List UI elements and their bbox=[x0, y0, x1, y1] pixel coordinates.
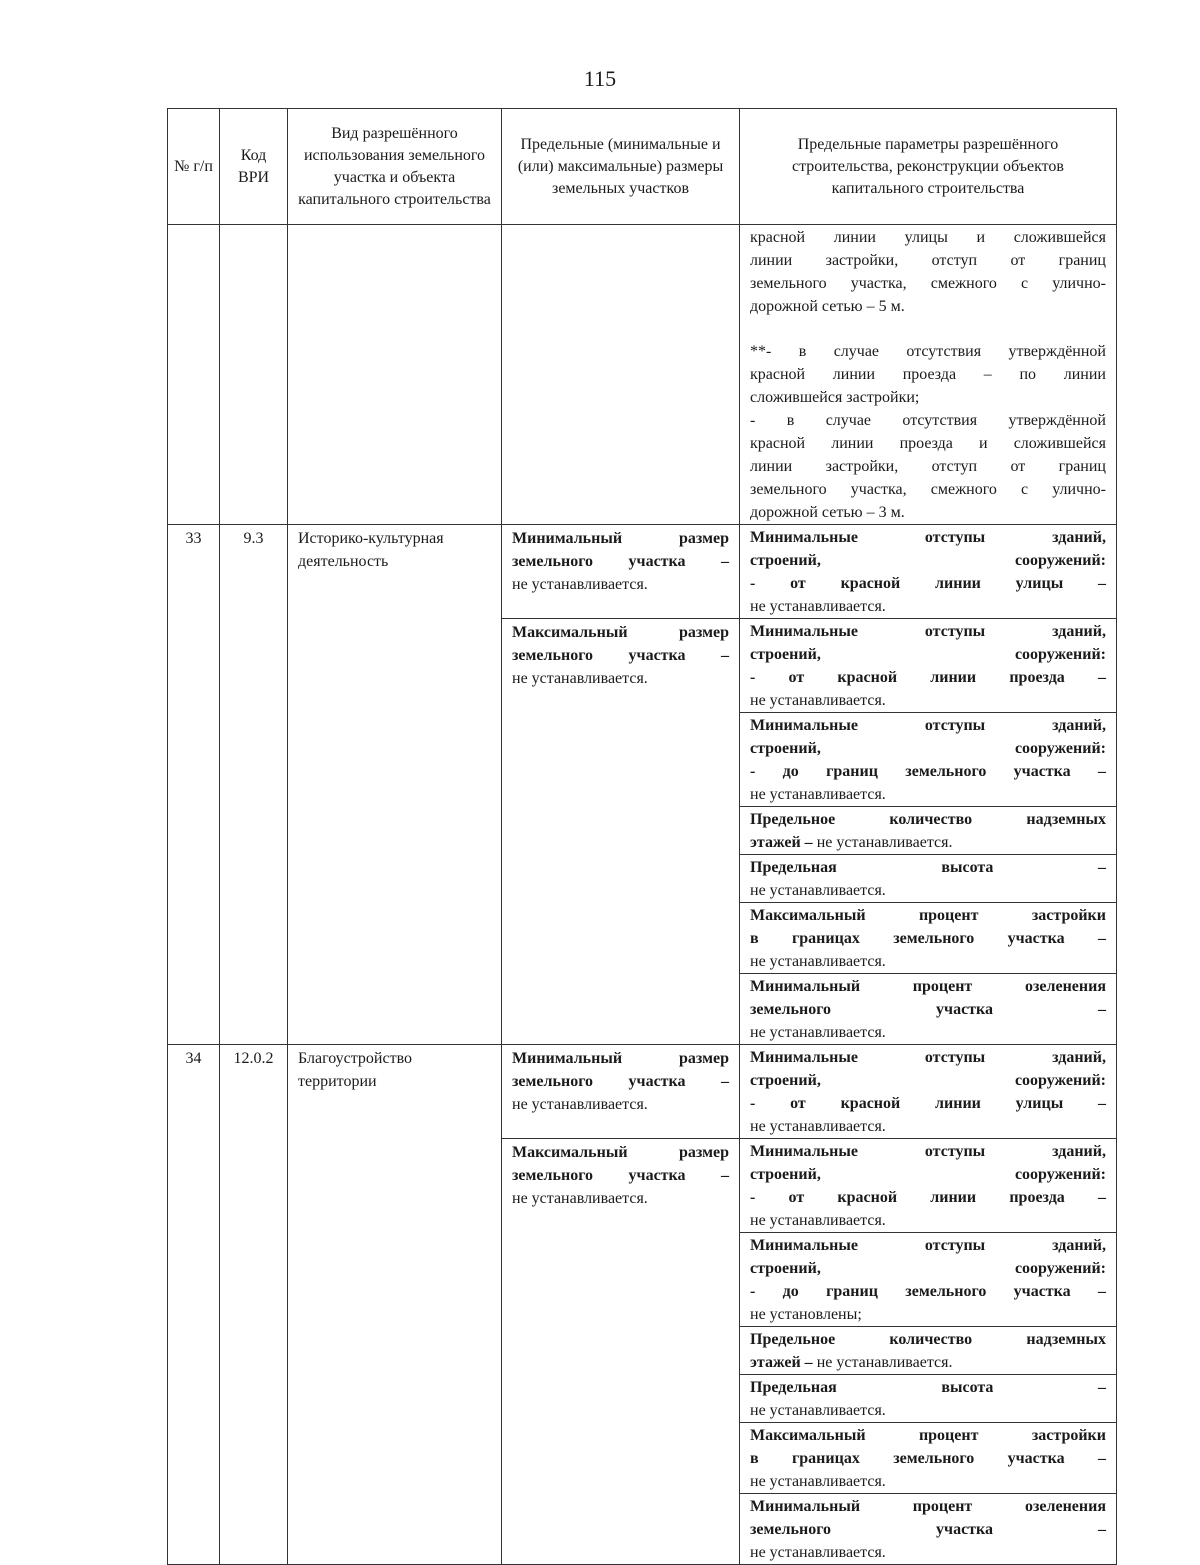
param-line: земельного участка – bbox=[750, 1521, 1106, 1538]
header-kind: Вид разрешённого использования земельного участка и объекта капитального строительства bbox=[288, 109, 502, 225]
max-size-cell bbox=[502, 619, 740, 1045]
param-line: строений, сооружений: bbox=[750, 1166, 1106, 1183]
param-line: - от красной линии проезда – bbox=[750, 1189, 1106, 1206]
text-line: красной линии проезда – по линии bbox=[750, 366, 1106, 383]
param-cell bbox=[740, 1233, 1117, 1327]
param-line: в границах земельного участка – bbox=[750, 930, 1106, 947]
param-cell bbox=[740, 713, 1117, 807]
size-label: Максимальный размер bbox=[512, 624, 729, 641]
param-line: не устанавливается. bbox=[750, 598, 886, 615]
min-size-cell bbox=[502, 1045, 740, 1139]
param-line: не установлены; bbox=[750, 1306, 862, 1323]
continuation-text bbox=[740, 225, 1117, 525]
page-number: 115 bbox=[583, 66, 617, 91]
param-cell bbox=[740, 1494, 1117, 1565]
text-line: - в случае отсутствия утверждённой bbox=[750, 412, 1106, 429]
header-params: Предельные параметры разрешённого строительства, реконструкции объектов капитального строительства bbox=[740, 109, 1117, 225]
param-line: земельного участка – bbox=[750, 1001, 1106, 1018]
table-row bbox=[168, 1045, 1117, 1139]
size-label: земельного участка – bbox=[512, 1073, 729, 1090]
row-code: 12.0.2 bbox=[220, 1045, 288, 1565]
text-line: земельного участка, смежного с улично- bbox=[750, 275, 1106, 292]
header-size: Предельные (минимальные и (или) максимальные) размеры земельных участков bbox=[502, 109, 740, 225]
size-value: не устанавливается. bbox=[512, 576, 648, 593]
param-line: в границах земельного участка – bbox=[750, 1450, 1106, 1467]
cont-kind-cell bbox=[288, 225, 502, 525]
param-cell bbox=[740, 903, 1117, 974]
param-line: строений, сооружений: bbox=[750, 1072, 1106, 1089]
param-cell bbox=[740, 1045, 1117, 1139]
param-line: - от красной линии улицы – bbox=[750, 1095, 1106, 1112]
param-line: не устанавливается. bbox=[750, 882, 886, 899]
param-line: не устанавливается. bbox=[750, 953, 886, 970]
size-label: Минимальный размер bbox=[512, 1050, 729, 1067]
header-no: № г/п bbox=[168, 109, 220, 225]
param-line: Максимальный процент застройки bbox=[750, 907, 1106, 924]
param-cell bbox=[740, 1139, 1117, 1233]
size-label: земельного участка – bbox=[512, 553, 729, 570]
param-line: - до границ земельного участка – bbox=[750, 763, 1106, 780]
text-line: линии застройки, отступ от границ bbox=[750, 458, 1106, 475]
size-label: земельного участка – bbox=[512, 647, 729, 664]
row-number: 33 bbox=[168, 525, 220, 1045]
param-line: Минимальные отступы зданий, bbox=[750, 1237, 1106, 1254]
cont-code-cell bbox=[220, 225, 288, 525]
param-line: не устанавливается. bbox=[750, 786, 886, 803]
row-kind: Историко-культурная деятельность bbox=[288, 525, 502, 1045]
text-line: сложившейся застройки; bbox=[750, 389, 920, 406]
text-line: дорожной сетью – 5 м. bbox=[750, 298, 905, 315]
param-line: - от красной линии улицы – bbox=[750, 575, 1106, 592]
param-cell bbox=[740, 855, 1117, 903]
table-header-row bbox=[168, 109, 1117, 225]
param-cell bbox=[740, 974, 1117, 1045]
table-row bbox=[168, 525, 1117, 619]
param-line: не устанавливается. bbox=[750, 1118, 886, 1135]
text-line: земельного участка, смежного с улично- bbox=[750, 481, 1106, 498]
text-line: **- в случае отсутствия утверждённой bbox=[750, 343, 1106, 360]
param-line: не устанавливается. bbox=[750, 1473, 886, 1490]
param-line: не устанавливается. bbox=[750, 1544, 886, 1561]
param-line: этажей – не устанавливается. bbox=[750, 1354, 953, 1371]
param-cell bbox=[740, 525, 1117, 619]
continuation-row bbox=[168, 225, 1117, 525]
param-line: Минимальные отступы зданий, bbox=[750, 717, 1106, 734]
row-kind: Благоустройство территории bbox=[288, 1045, 502, 1565]
param-line: строений, сооружений: bbox=[750, 1260, 1106, 1277]
text-line: красной линии улицы и сложившейся bbox=[750, 229, 1106, 246]
param-line: Минимальные отступы зданий, bbox=[750, 623, 1106, 640]
param-cell bbox=[740, 1375, 1117, 1423]
text-line: дорожной сетью – 3 м. bbox=[750, 504, 905, 521]
row-number: 34 bbox=[168, 1045, 220, 1565]
size-value: не устанавливается. bbox=[512, 1190, 648, 1207]
size-label: земельного участка – bbox=[512, 1167, 729, 1184]
text-line: линии застройки, отступ от границ bbox=[750, 252, 1106, 269]
param-line: - от красной линии проезда – bbox=[750, 669, 1106, 686]
param-line: не устанавливается. bbox=[750, 1402, 886, 1419]
param-line: Минимальный процент озеленения bbox=[750, 978, 1106, 995]
param-cell bbox=[740, 807, 1117, 855]
max-size-cell bbox=[502, 1139, 740, 1565]
regulations-table bbox=[167, 108, 1117, 1565]
param-line: Минимальный процент озеленения bbox=[750, 1498, 1106, 1515]
min-size-cell bbox=[502, 525, 740, 619]
param-line: строений, сооружений: bbox=[750, 552, 1106, 569]
param-cell bbox=[740, 1423, 1117, 1494]
param-line: Предельное количество надземных bbox=[750, 811, 1106, 828]
param-line: Минимальные отступы зданий, bbox=[750, 529, 1106, 546]
cont-size-cell bbox=[502, 225, 740, 525]
param-line: не устанавливается. bbox=[750, 1024, 886, 1041]
param-line: Предельная высота – bbox=[750, 859, 1106, 876]
size-label: Максимальный размер bbox=[512, 1144, 729, 1161]
param-line: Минимальные отступы зданий, bbox=[750, 1143, 1106, 1160]
param-line: этажей – не устанавливается. bbox=[750, 834, 953, 851]
param-line: Предельная высота – bbox=[750, 1379, 1106, 1396]
size-value: не устанавливается. bbox=[512, 670, 648, 687]
param-cell bbox=[740, 1327, 1117, 1375]
param-cell bbox=[740, 619, 1117, 713]
row-code: 9.3 bbox=[220, 525, 288, 1045]
param-line: строений, сооружений: bbox=[750, 740, 1106, 757]
param-line: строений, сооружений: bbox=[750, 646, 1106, 663]
header-code: Код ВРИ bbox=[220, 109, 288, 225]
size-value: не устанавливается. bbox=[512, 1096, 648, 1113]
param-line: Предельное количество надземных bbox=[750, 1331, 1106, 1348]
cont-no-cell bbox=[168, 225, 220, 525]
param-line: - до границ земельного участка – bbox=[750, 1283, 1106, 1300]
param-line: Минимальные отступы зданий, bbox=[750, 1049, 1106, 1066]
text-line: красной линии проезда и сложившейся bbox=[750, 435, 1106, 452]
param-line: не устанавливается. bbox=[750, 692, 886, 709]
param-line: Максимальный процент застройки bbox=[750, 1427, 1106, 1444]
size-label: Минимальный размер bbox=[512, 530, 729, 547]
param-line: не устанавливается. bbox=[750, 1212, 886, 1229]
